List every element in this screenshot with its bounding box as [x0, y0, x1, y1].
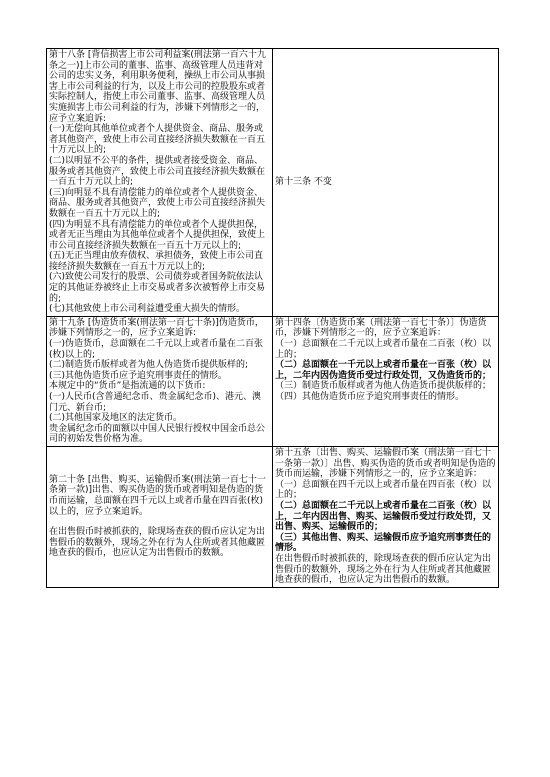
old-provision-cell [47, 316, 273, 446]
provision-item-new: （三）其他出售、购买、运输假币应予追究刑事责任的情形。 [275, 532, 492, 554]
table-row [47, 49, 499, 317]
provision-item: （四）其他伪造货币应予追究刑事责任的情形。 [275, 392, 465, 402]
comparison-table [46, 48, 499, 588]
provision-item: (五)无正当理由放弃债权、承担债务，致使上市公司直接经济损失数额在一百五十万元以上的; [49, 251, 264, 272]
table-row [47, 446, 499, 587]
new-provision-cell [273, 49, 499, 317]
old-provision-cell [47, 446, 273, 587]
provision-item: (六)致使公司发行的股票、公司债券或者国务院依法认定的其他证券被终止上市交易或者多次被暂停上市交易的; [49, 272, 266, 304]
provision-item: (二)以明显不公平的条件，提供或者接受资金、商品、服务或者其他资产，致使上市公司直接经济损失数额在一百五十万元以上的; [49, 155, 266, 188]
provision-text: 第十四条〔伪造货币案（刑法第一百七十条）〕伪造货币，涉嫌下列情形之一的，应予立案追诉： [275, 317, 487, 339]
provision-text: 第十三条 不变 [275, 177, 332, 188]
provision-item: （一）总面额在二千元以上或者币量在二百张（枚）以上的； [275, 339, 492, 360]
provision-item: 本规定中的“货币”是指流通的以下货币: [49, 381, 206, 392]
provision-text: 第十五条〔出售、购买、运输假币案（刑法第一百七十一条第一款）〕出售、购买伪造的货币或者明知是伪造的货币而运输，涉嫌下列情形之一的，应予立案追诉： [275, 447, 496, 480]
provision-item: (二)制造货币版样或者为他人伪造货币提供版样的; [49, 360, 249, 371]
provision-item: (一)伪造货币，总面额在二千元以上或者币量在二百张(枚)以上的; [49, 339, 264, 360]
table-row [47, 316, 499, 446]
provision-text: 第十九条 [伪造货币案(刑法第一百七十条)]伪造货币，涉嫌下列情形之一的，应予立案追诉: [49, 317, 264, 339]
provision-item-new: （二）总面额在二千元以上或者币量在二百张（枚）以上，二年内因出售、购买、运输假币受过行政处罚，又出售、购买、运输假币的； [275, 500, 492, 533]
provision-text: 在出售假币时被抓获的，除现场查获的假币应认定为出售假币的数额外，现场之外在行为人住所或者其他藏匿地查获的假币，也应认定为出售假币的数额。 [275, 553, 492, 586]
provision-item: (七)其他致使上市公司利益遭受重大损失的情形。 [49, 304, 246, 315]
provision-item: (四)为明显不具有清偿能力的单位或者个人提供担保，或者无正当理由为其他单位或者个人提供担保，致使上市公司直接经济损失数额在一百五十万元以上的; [49, 219, 266, 251]
provision-item-new: （二）总面额在一千元以上或者币量在一百张（枚）以上，二年内因伪造货币受过行政处罚，又伪造货币的； [275, 360, 492, 381]
provision-item: （一）总面额在四千元以上或者币量在四百张（枚）以上的； [275, 479, 492, 501]
provision-item: (一)人民币(含普通纪念币、贵金属纪念币)、港元、澳门元、新台币; [49, 392, 262, 413]
provision-item: （三）制造货币版样或者为他人伪造货币提供版样的； [275, 381, 492, 392]
provision-text: 第二十条 [出售、购买、运输假币案(刑法第一百七十一条第一款)]出售、购买伪造的货币或者明知是伪造的货币而运输，总面额在四千元以上或者币量在四百张(枚)以上的，应予立案追诉。 [49, 474, 266, 517]
provision-text: 第十八条 [背信损害上市公司利益案(刑法第一百六十九条之一)]上市公司的董事、监事、高级管理人员违背对公司的忠实义务，利用职务便利，操纵上市公司从事损害上市公司利益的行为，以及上市公司的控股股东或者实际控制人，指使上市公司董事、监事、高级管理人员实施损害上市公司利益的行为，涉嫌下列情形之一的，应予立案追诉: [49, 50, 266, 124]
provision-item: (二)其他国家及地区的法定货币。 [49, 413, 183, 424]
new-provision-cell [273, 316, 499, 446]
provision-item: 贵金属纪念币的面额以中国人民银行授权中国金币总公司的初始发售价格为准。 [49, 423, 266, 445]
provision-item: (三)向明显不具有清偿能力的单位或者个人提供资金、商品、服务或者其他资产，致使上市公司直接经济损失数额在一百五十万元以上的; [49, 187, 266, 219]
paragraph-gap [49, 517, 270, 527]
new-provision-cell [273, 446, 499, 587]
provision-item: (三)其他伪造货币应予追究刑事责任的情形。 [49, 370, 228, 381]
old-provision-cell [47, 49, 273, 317]
provision-item: (一)无偿向其他单位或者个人提供资金、商品、服务或者其他资产，致使上市公司直接经济损失数额在一百五十万元以上的; [49, 124, 266, 156]
provision-text: 在出售假币时被抓获的，除现场查获的假币应认定为出售假币的数额外，现场之外在行为人住所或者其他藏匿地查获的假币，也应认定为出售假币的数额。 [49, 527, 266, 559]
